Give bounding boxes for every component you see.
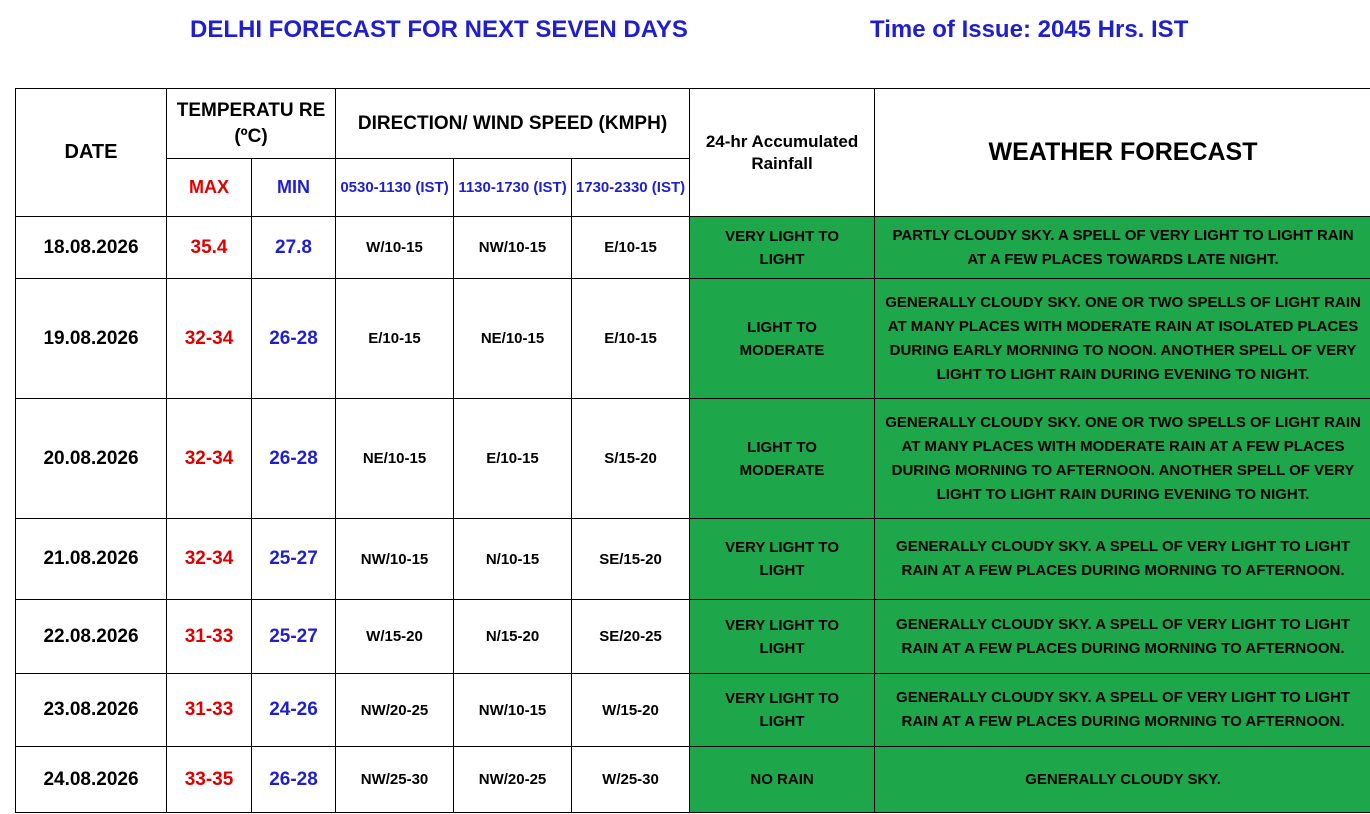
wind-afternoon-cell: N/10-15	[454, 519, 572, 600]
forecast-cell: GENERALLY CLOUDY SKY. ONE OR TWO SPELLS OF LIGHT RAIN AT MANY PLACES WITH MODERATE RAIN AT ISOLATED PLACES DURING EARLY MORNING TO NOON. ANOTHER SPELL OF VERY LIGHT TO LIGHT RAIN DURING EVENING TO NIGHT.	[875, 279, 1370, 399]
header-forecast: WEATHER FORECAST	[875, 89, 1370, 217]
header-rainfall: 24-hr Accumulated Rainfall	[690, 89, 875, 217]
rainfall-cell: VERY LIGHT TO LIGHT	[690, 674, 875, 747]
header-max: MAX	[167, 159, 252, 217]
page-title: DELHI FORECAST FOR NEXT SEVEN DAYS	[190, 16, 688, 43]
min-temp-cell: 26-28	[252, 747, 336, 813]
table-row	[16, 600, 1370, 674]
min-temp-cell: 26-28	[252, 399, 336, 519]
table-row	[16, 674, 1370, 747]
date-cell: 21.08.2026	[16, 519, 167, 600]
max-temp-cell: 31-33	[167, 600, 252, 674]
forecast-cell: PARTLY CLOUDY SKY. A SPELL OF VERY LIGHT TO LIGHT RAIN AT A FEW PLACES TOWARDS LATE NIGHT.	[875, 217, 1370, 279]
max-temp-cell: 31-33	[167, 674, 252, 747]
wind-afternoon-cell: NW/10-15	[454, 217, 572, 279]
wind-evening-cell: SE/20-25	[572, 600, 690, 674]
forecast-cell: GENERALLY CLOUDY SKY. ONE OR TWO SPELLS OF LIGHT RAIN AT MANY PLACES WITH MODERATE RAIN AT A FEW PLACES DURING MORNING TO AFTERNOON. ANOTHER SPELL OF VERY LIGHT TO LIGHT RAIN DURING EVENING TO NIGHT.	[875, 399, 1370, 519]
date-cell: 23.08.2026	[16, 674, 167, 747]
min-temp-cell: 25-27	[252, 519, 336, 600]
wind-evening-cell: S/15-20	[572, 399, 690, 519]
table-row	[16, 519, 1370, 600]
wind-afternoon-cell: NE/10-15	[454, 279, 572, 399]
wind-afternoon-cell: NW/20-25	[454, 747, 572, 813]
max-temp-cell: 35.4	[167, 217, 252, 279]
wind-evening-cell: W/25-30	[572, 747, 690, 813]
rainfall-cell: NO RAIN	[690, 747, 875, 813]
min-temp-cell: 25-27	[252, 600, 336, 674]
forecast-cell: GENERALLY CLOUDY SKY. A SPELL OF VERY LIGHT TO LIGHT RAIN AT A FEW PLACES DURING MORNING TO AFTERNOON.	[875, 519, 1370, 600]
forecast-cell: GENERALLY CLOUDY SKY. A SPELL OF VERY LIGHT TO LIGHT RAIN AT A FEW PLACES DURING MORNING TO AFTERNOON.	[875, 674, 1370, 747]
header-slot-afternoon: 1130-1730 (IST)	[454, 159, 572, 217]
header-date: DATE	[16, 89, 167, 217]
max-temp-cell: 32-34	[167, 519, 252, 600]
rainfall-cell: VERY LIGHT TO LIGHT	[690, 600, 875, 674]
min-temp-cell: 26-28	[252, 279, 336, 399]
wind-morning-cell: NW/10-15	[336, 519, 454, 600]
rainfall-cell: VERY LIGHT TO LIGHT	[690, 519, 875, 600]
table-row	[16, 399, 1370, 519]
wind-evening-cell: SE/15-20	[572, 519, 690, 600]
wind-morning-cell: NW/20-25	[336, 674, 454, 747]
header-slot-evening: 1730-2330 (IST)	[572, 159, 690, 217]
forecast-table	[15, 88, 1370, 813]
date-cell: 19.08.2026	[16, 279, 167, 399]
date-cell: 18.08.2026	[16, 217, 167, 279]
wind-morning-cell: NW/25-30	[336, 747, 454, 813]
wind-morning-cell: W/10-15	[336, 217, 454, 279]
date-cell: 22.08.2026	[16, 600, 167, 674]
rainfall-cell: LIGHT TO MODERATE	[690, 399, 875, 519]
wind-afternoon-cell: NW/10-15	[454, 674, 572, 747]
max-temp-cell: 32-34	[167, 279, 252, 399]
table-row	[16, 747, 1370, 813]
date-cell: 24.08.2026	[16, 747, 167, 813]
min-temp-cell: 24-26	[252, 674, 336, 747]
rainfall-cell: VERY LIGHT TO LIGHT	[690, 217, 875, 279]
wind-afternoon-cell: N/15-20	[454, 600, 572, 674]
forecast-cell: GENERALLY CLOUDY SKY. A SPELL OF VERY LIGHT TO LIGHT RAIN AT A FEW PLACES DURING MORNING TO AFTERNOON.	[875, 600, 1370, 674]
header-min: MIN	[252, 159, 336, 217]
table-row	[16, 279, 1370, 399]
header-temperature: TEMPERATU RE (ºC)	[167, 89, 336, 159]
rainfall-cell: LIGHT TO MODERATE	[690, 279, 875, 399]
header-slot-morning: 0530-1130 (IST)	[336, 159, 454, 217]
min-temp-cell: 27.8	[252, 217, 336, 279]
max-temp-cell: 33-35	[167, 747, 252, 813]
wind-evening-cell: E/10-15	[572, 279, 690, 399]
date-cell: 20.08.2026	[16, 399, 167, 519]
header-wind: DIRECTION/ WIND SPEED (KMPH)	[336, 89, 690, 159]
wind-evening-cell: E/10-15	[572, 217, 690, 279]
wind-morning-cell: NE/10-15	[336, 399, 454, 519]
max-temp-cell: 32-34	[167, 399, 252, 519]
wind-afternoon-cell: E/10-15	[454, 399, 572, 519]
wind-morning-cell: W/15-20	[336, 600, 454, 674]
wind-morning-cell: E/10-15	[336, 279, 454, 399]
forecast-cell: GENERALLY CLOUDY SKY.	[875, 747, 1370, 813]
issue-time: Time of Issue: 2045 Hrs. IST	[870, 16, 1189, 43]
table-row	[16, 217, 1370, 279]
wind-evening-cell: W/15-20	[572, 674, 690, 747]
